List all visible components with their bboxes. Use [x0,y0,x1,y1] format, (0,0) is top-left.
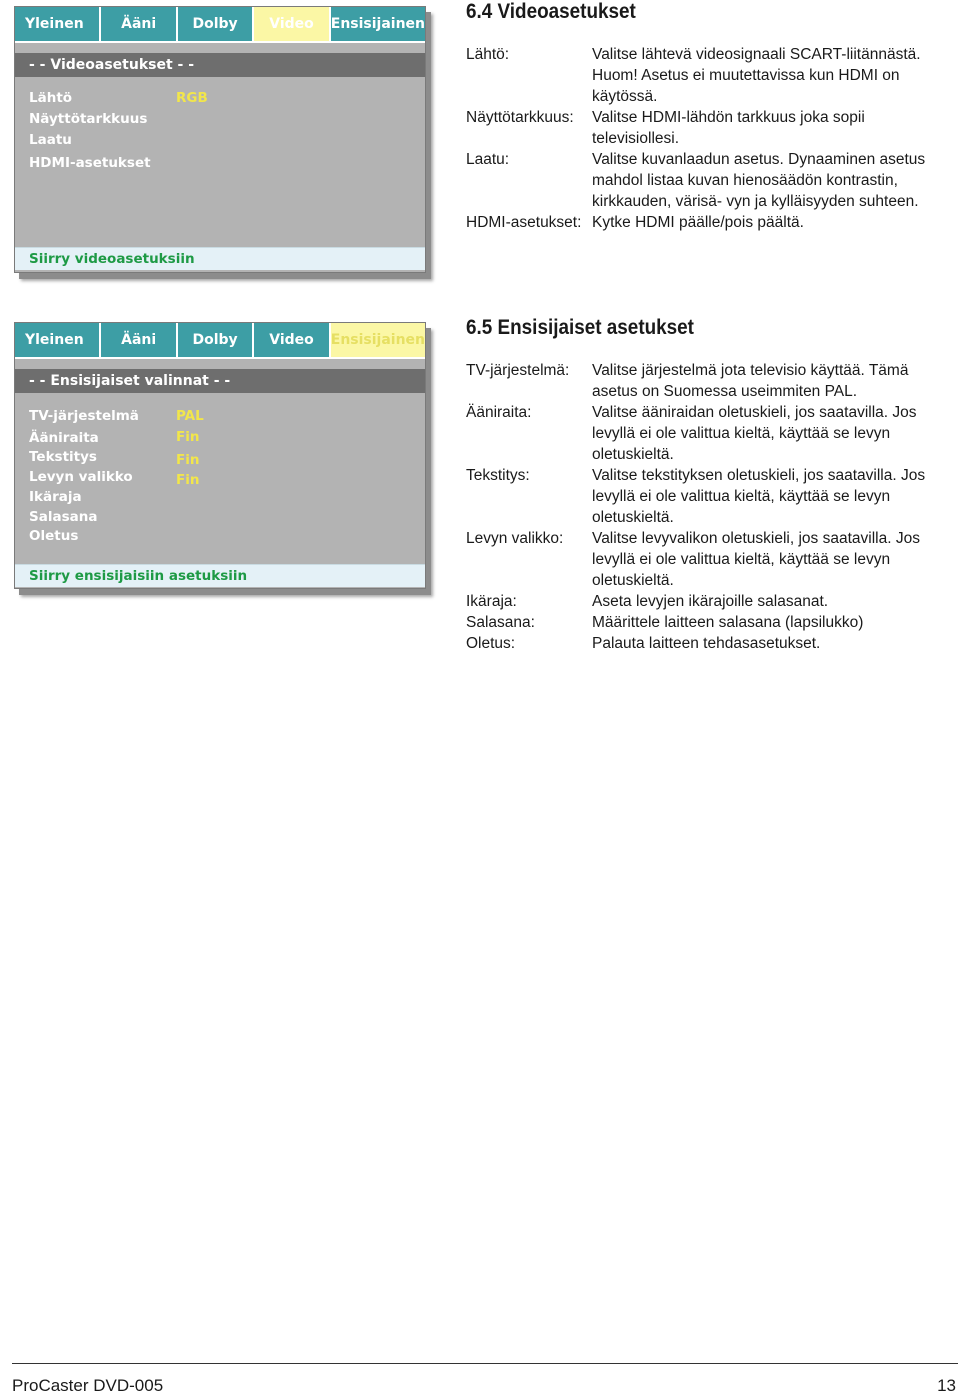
tab-video[interactable]: Video [254,7,330,41]
definition-row [466,44,956,107]
option-lahto-value: RGB [176,90,208,106]
option-aaniraita[interactable]: Ääniraita [29,430,99,446]
page-number: 13 [937,1376,956,1395]
definition: Valitse lähtevä videosignaali SCART-liitännästä. Huom! Asetus ei muutettavissa kun HDMI on käytössä. [592,46,921,105]
tab-dolby[interactable]: Dolby [178,7,254,41]
option-nayttotarkkuus[interactable]: Näyttötarkkuus [29,111,148,127]
term: Näyttötarkkuus: [466,109,574,126]
menu-header: - - Videoasetukset - - [15,53,425,77]
option-levyn-valikko-value: Fin [176,472,200,488]
term: Ikäraja: [466,593,517,610]
menu-header: - - Ensisijaiset valinnat - - [15,369,425,393]
tab-ensisijainen[interactable]: Ensisijainen [330,16,426,32]
option-tv-jarjestelma[interactable]: TV-järjestelmä [29,408,139,424]
definition: Kytke HDMI päälle/pois päältä. [592,214,804,231]
term: Oletus: [466,635,516,652]
section-title-preferences: 6.5 Ensisijaiset asetukset [466,316,694,339]
option-oletus[interactable]: Oletus [29,528,79,544]
option-tekstitys[interactable]: Tekstitys [29,449,97,465]
term: Levyn valikko: [466,530,564,547]
option-ikaraja[interactable]: Ikäraja [29,489,82,505]
option-tv-jarjestelma-value: PAL [176,408,204,424]
definition-row [466,465,956,528]
option-laatu[interactable]: Laatu [29,132,72,148]
definition-row [466,360,956,402]
menu-footer-hint: Siirry ensisijaisiin asetuksiin [15,564,425,587]
definition: Valitse tekstityksen oletuskieli, jos saatavilla. Jos levyllä ei ole valittua kieltä, käyttää se levyn oletuskieltä. [592,467,926,526]
preferences-description [466,360,956,654]
tab-dolby[interactable]: Dolby [178,323,254,357]
definition-row [466,591,956,612]
option-levyn-valikko[interactable]: Levyn valikko [29,469,133,485]
term: Laatu: [466,151,510,168]
definition: Valitse kuvanlaadun asetus. Dynaaminen asetus mahdol listaa kuvan hienosäädön kontrastin, kirkkauden, värisä- vyn ja kylläisyyden suhteen. [592,151,926,210]
definition: Valitse levyvalikon oletuskieli, jos saatavilla. Jos levyllä ei ole valittua kieltä, käyttää se levyn oletuskieltä. [592,530,920,589]
definition: Aseta levyjen ikärajoille salasanat. [592,593,829,610]
tab-yleinen[interactable]: Yleinen [15,323,101,357]
definition-row [466,149,956,212]
definition-row [466,212,956,233]
definition: Valitse HDMI-lähdön tarkkuus joka sopii televisiollesi. [592,109,865,147]
option-aaniraita-value: Fin [176,429,200,445]
term: Ääniraita: [466,404,532,421]
tab-aani[interactable]: Ääni [101,323,177,357]
definition: Valitse järjestelmä jota televisio käyttää. Tämä asetus on Suomessa useimmiten PAL. [592,362,909,400]
definition: Valitse ääniraidan oletuskieli, jos saatavilla. Jos levyllä ei ole valittua kieltä, käyttää se levyn oletuskieltä. [592,404,917,463]
term: Salasana: [466,614,535,631]
definition-row [466,107,956,149]
option-lahto[interactable]: Lähtö [29,90,73,106]
definition-row [466,402,956,465]
tab-aani[interactable]: Ääni [101,7,177,41]
option-salasana[interactable]: Salasana [29,509,98,525]
definition-row [466,612,956,633]
definition-row [466,633,956,654]
product-name: ProCaster DVD-005 [12,1376,164,1395]
section-title-video: 6.4 Videoasetukset [466,0,636,23]
definition-row [466,528,956,591]
video-settings-description [466,44,956,233]
footer-divider [12,1363,958,1364]
term: HDMI-asetukset: [466,214,582,231]
term: Lähtö: [466,46,510,63]
menu-tabs [15,7,425,43]
option-tekstitys-value: Fin [176,452,200,468]
term: TV-järjestelmä: [466,362,570,379]
menu-tabs [15,323,425,359]
preferences-menu [14,322,426,589]
tab-video[interactable]: Video [254,323,330,357]
menu-footer-hint: Siirry videoasetuksiin [15,247,425,270]
definition: Määrittele laitteen salasana (lapsilukko) [592,614,864,631]
definition: Palauta laitteen tehdasasetukset. [592,635,821,652]
video-settings-menu [14,6,426,273]
tab-yleinen[interactable]: Yleinen [15,7,101,41]
tab-ensisijainen[interactable]: Ensisijainen [331,323,425,357]
option-hdmi-asetukset[interactable]: HDMI-asetukset [29,155,151,171]
term: Tekstitys: [466,467,530,484]
